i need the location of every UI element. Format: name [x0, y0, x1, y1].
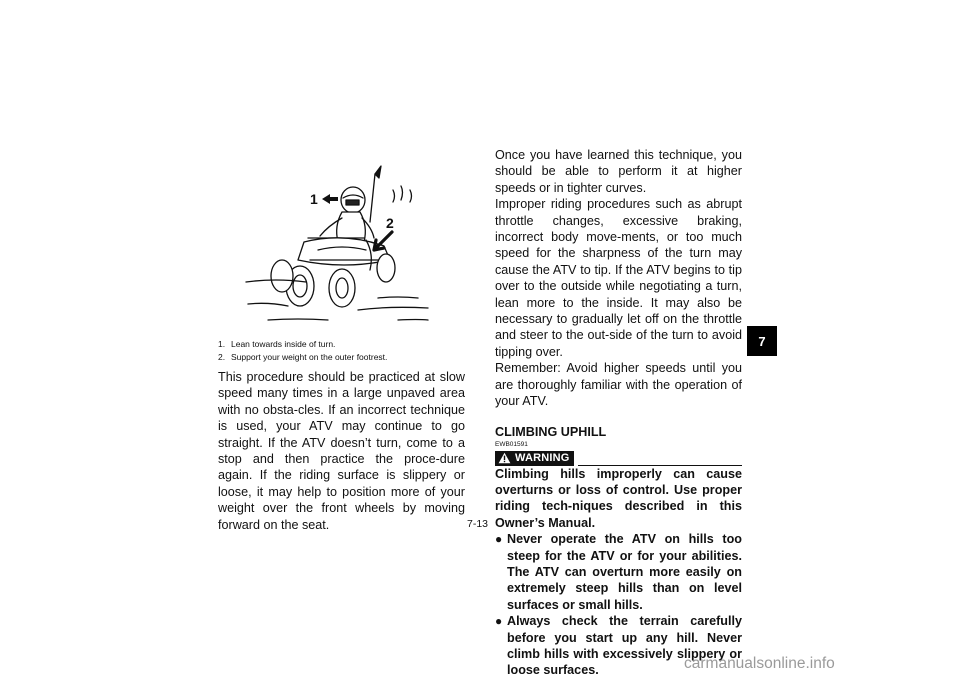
arrow-left-icon [322, 194, 338, 204]
atv-turning-illustration [238, 160, 444, 338]
section-heading: CLIMBING UPHILL [495, 424, 607, 439]
caption-item [218, 351, 468, 364]
caption-item [218, 338, 468, 351]
bullet-icon: ● [495, 532, 503, 547]
chapter-tab: 7 [747, 326, 777, 356]
warning-badge [495, 451, 574, 466]
watermark-link[interactable]: carmanualsonline.info [684, 655, 835, 672]
caption-number: 1. [218, 339, 226, 349]
improper-riding-paragraph: Improper riding procedures such as abrupt throttle changes, excessive braking, incorrect body move-ments, or too much speed for the sharpness of the turn may cause the ATV to tip. If the ATV begins to tip over to the outside while negotiating a turn, lean more to the inside. It may also be necessary to gradually let off on the throttle and steer to the out-side of the turn to avoid tipping over. [495, 197, 742, 359]
warning-code: EWB01591 [495, 440, 528, 448]
warning-label: WARNING [515, 451, 570, 464]
figure-captions [218, 338, 468, 364]
remember-paragraph: Remember: Avoid higher speeds until you are thoroughly familiar with the operation of your ATV. [495, 361, 742, 409]
callout-2: 2 [386, 215, 394, 231]
caption-text: Lean towards inside of turn. [231, 339, 336, 349]
atv-rider-drawing [238, 160, 444, 338]
warning-text: Climbing hills improperly can cause overturns or loss of control. Use proper riding tech-niques described in this Owner’s Manual. [495, 466, 742, 530]
warning-triangle-icon [498, 452, 511, 464]
caption-number: 2. [218, 352, 226, 362]
arrow-down-left-icon [374, 232, 392, 250]
bullet-icon: ● [495, 614, 503, 629]
caption-text: Support your weight on the outer footrest. [231, 352, 388, 362]
practice-paragraph: This procedure should be practiced at slow speed many times in a large unpaved area with no obsta-cles. If an incorrect technique is used, your ATV may continue to go straight. If the ATV doesn’t turn, come to a stop and then practice the proce-dure again. If the riding surface is slippery or loose, it may help to position more of your weight over the front wheels by moving forward on the seat. [218, 370, 465, 532]
page-number: 7-13 [467, 518, 489, 530]
technique-paragraph: Once you have learned this technique, you should be able to perform it at higher speeds or in tighter curves. [495, 148, 742, 195]
bullet-text: Always check the terrain carefully before you start up any hill. Never climb hills with excessively slippery or loose surfaces. [507, 614, 742, 678]
warning-bullet [495, 531, 742, 613]
callout-1: 1 [310, 191, 318, 207]
right-column [495, 147, 742, 679]
warning-header [495, 450, 742, 466]
bullet-text: Never operate the ATV on hills too steep for the ATV or for your abilities. The ATV can overturn more easily on extremely steep hills than on level surfaces or small hills. [507, 532, 742, 612]
